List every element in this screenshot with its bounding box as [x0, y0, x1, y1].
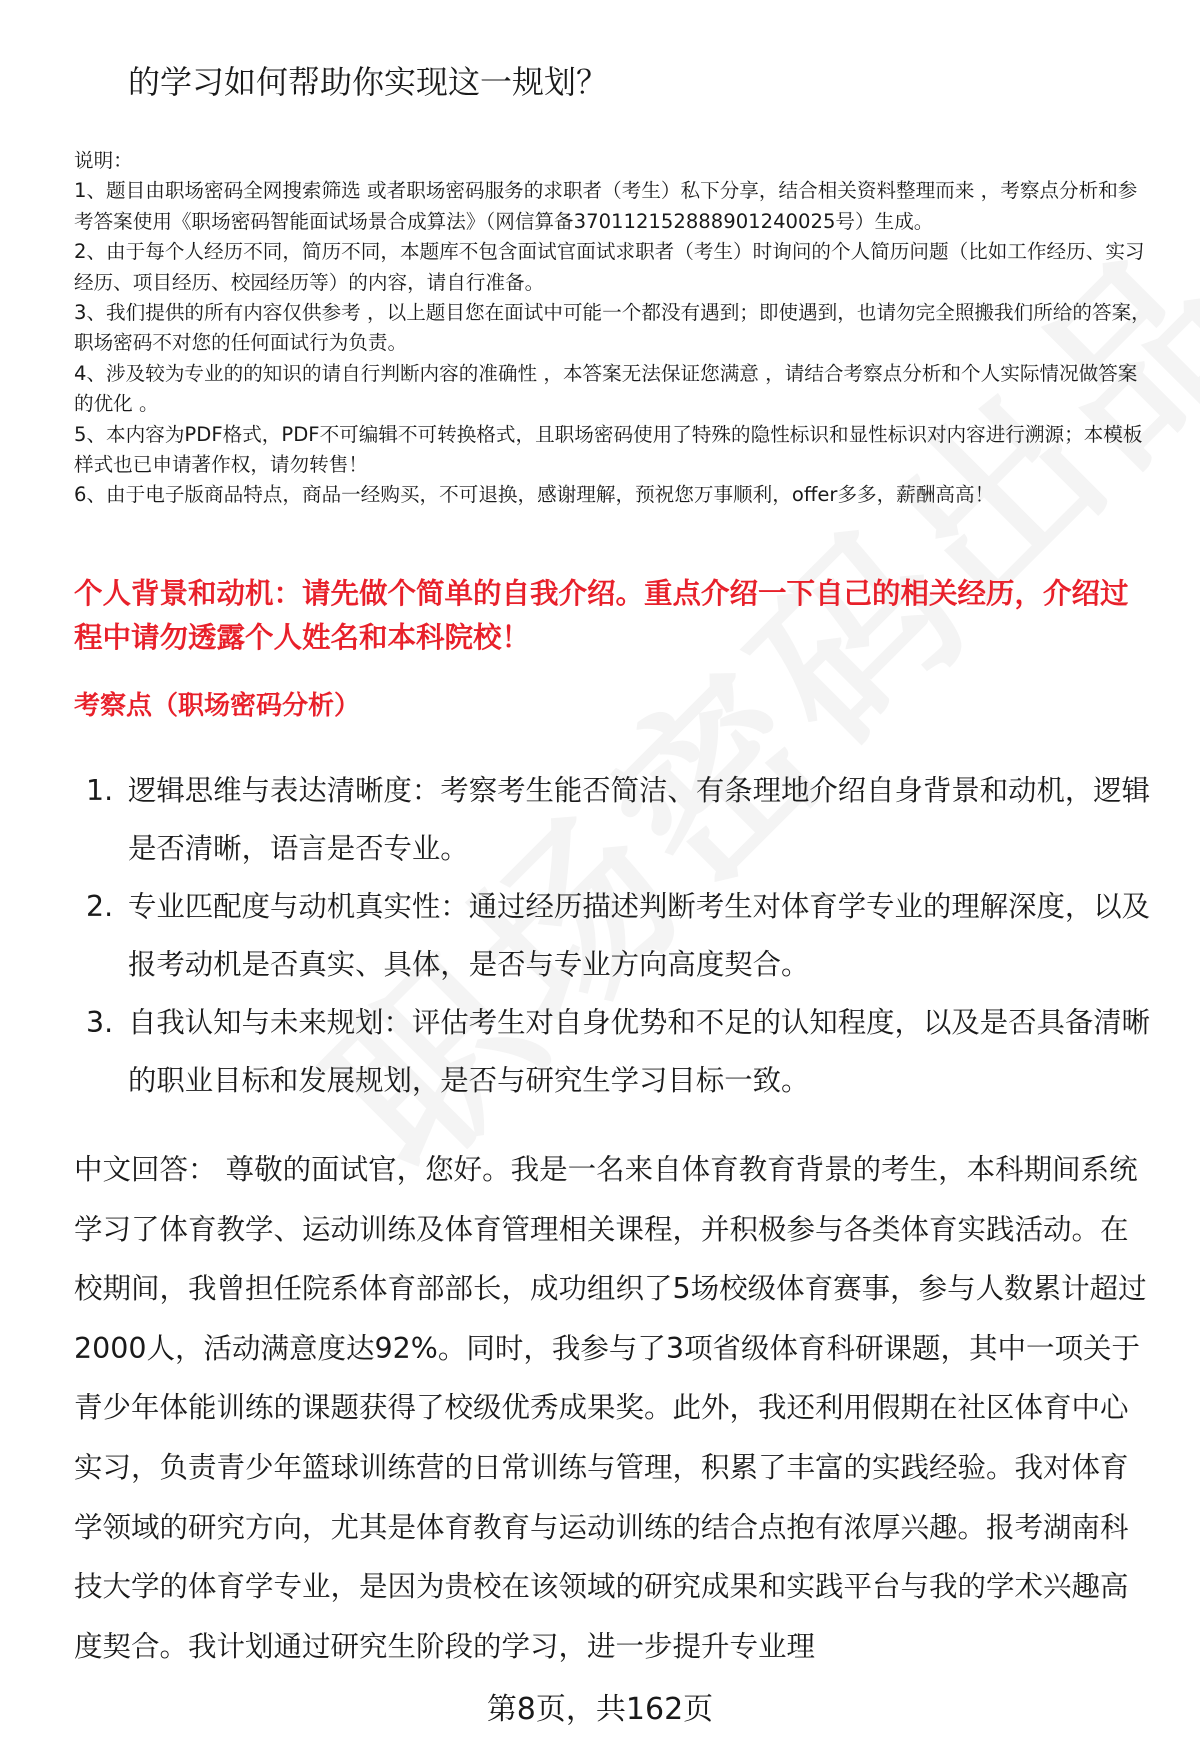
chinese-answer [74, 1140, 1154, 1676]
point-number: 2. [86, 890, 114, 923]
point-text: 自我认知与未来规划：评估考生对自身优势和不足的认知程度，以及是否具备清晰的职业目标和发展规划，是否与研究生学习目标一致。 [128, 1006, 1151, 1097]
analysis-point [74, 878, 1154, 994]
interview-question: 个人背景和动机：请先做个简单的自我介绍。重点介绍一下自己的相关经历，介绍过程中请勿透露个人姓名和本科院校！ [74, 577, 1129, 654]
note-item: 3、我们提供的所有内容仅供参考 ，以上题目您在面试中可能一个都没有遇到；即使遇到，也请勿完全照搬我们所给的答案，职场密码不对您的任何面试行为负责。 [74, 301, 1151, 355]
point-number: 3. [86, 1006, 114, 1039]
analysis-point [74, 994, 1154, 1110]
analysis-point [74, 762, 1154, 878]
note-item: 6、由于电子版商品特点，商品一经购买，不可退换，感谢理解，预祝您万事顺利，offer多多，薪酬高高！ [74, 483, 995, 507]
disclaimer-notes [74, 146, 1154, 511]
note-item: 5、本内容为PDF格式，PDF不可编辑不可转换格式，且职场密码使用了特殊的隐性标识和显性标识对内容进行溯源；本模板样式也已申请著作权，请勿转售！ [74, 422, 1143, 477]
point-text: 逻辑思维与表达清晰度：考察考生能否简洁、有条理地介绍自身背景和动机，逻辑是否清晰，语言是否专业。 [128, 774, 1151, 865]
answer-label: 中文回答： [74, 1153, 217, 1186]
page-number-footer: 第8页，共162页 [486, 1692, 714, 1727]
note-item: 2、由于每个人经历不同，简历不同，本题库不包含面试官面试求职者（考生）时询问的个人简历问题（比如工作经历、实习经历、项目经历、校园经历等）的内容，请自行准备。 [74, 240, 1145, 294]
answer-text: 尊敬的面试官，您好。我是一名来自体育教育背景的考生，本科期间系统学习了体育教学、运动训练及体育管理相关课程，并积极参与各类体育实践活动。在校期间，我曾担任院系体育部部长，成功组织了5场校级体育赛事，参与人数累计超过2000人，活动满意度达92%。同时，我参与了3项省级体育科研课题，其中一项关于青少年体能训练的课题获得了校级优秀成果奖。此外，我还利用假期在社区体育中心实习，负责青少年篮球训练营的日常训练与管理，积累了丰富的实践经验。我对体育学领域的研究方向，尤其是体育教育与运动训练的结合点抱有浓厚兴趣。报考湖南科技大学的体育学专业，是因为贵校在该领域的研究成果和实践平台与我的学术兴趣高度契合。我计划通过研究生阶段的学习，进一步提升专业理 [74, 1153, 1147, 1663]
note-item: 4、涉及较为专业的的知识的请自行判断内容的准确性 ，本答案无法保证您满意 ，请结合考察点分析和个人实际情况做答案的优化 。 [74, 361, 1138, 416]
point-text: 专业匹配度与动机真实性：通过经历描述判断考生对体育学专业的理解深度，以及报考动机是否真实、具体，是否与专业方向高度契合。 [128, 890, 1151, 981]
point-number: 1. [86, 774, 114, 807]
analysis-title: 考察点（职场密码分析） [74, 691, 361, 721]
notes-heading: 说明： [74, 149, 133, 172]
analysis-points [74, 762, 1154, 1110]
previous-question-continuation: 的学习如何帮助你实现这一规划？ [128, 63, 609, 101]
note-item: 1、题目由职场密码全网搜索筛选 或者职场密码服务的求职者（考生）私下分享，结合相关资料整理而来 ，考察点分析和参考答案使用《职场密码智能面试场景合成算法》（网信算备370112152888901240025号）生成。 [74, 179, 1138, 233]
